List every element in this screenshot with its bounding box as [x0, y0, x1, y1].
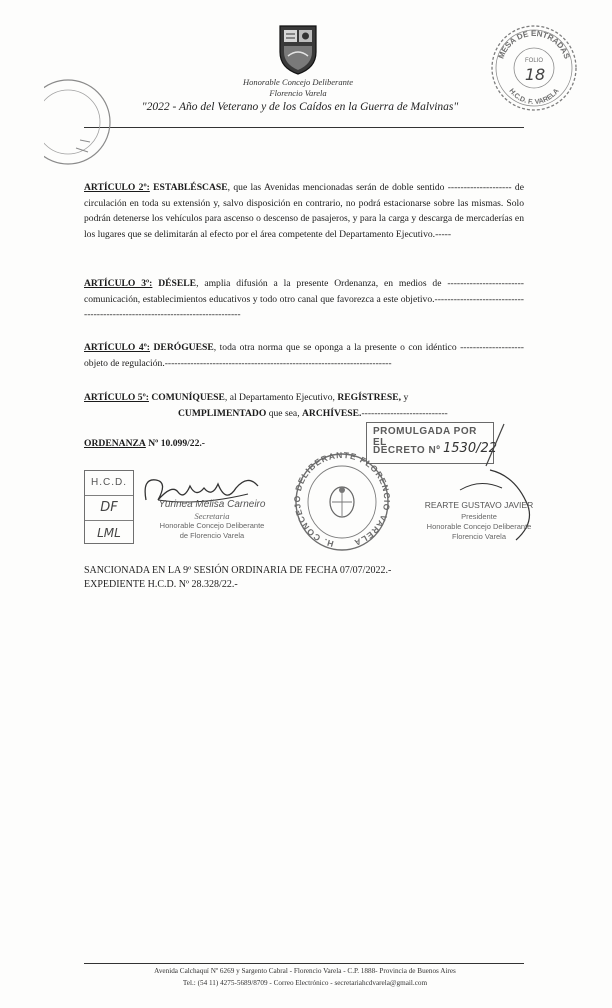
- presidente-institution: Honorable Concejo Deliberante: [426, 522, 532, 531]
- ordenanza-number: [84, 436, 284, 452]
- article-5-keyword: COMUNÍQUESE: [151, 392, 225, 403]
- header-rule: [84, 127, 524, 128]
- article-2-text: , que las Avenidas mencionadas serán de doble sentido -------------------- de circulación en toda su extensión y, salvo disposición en contrario, no podrá estacionarse sobre las mismas. Solo podrán detenerse los vehículos para ascenso o descenso de pasajeros, y para la carga y descarga de mercaderías en los lugares que se delimitarán al efecto por el área competente del Departamento Ejecutivo.-----: [84, 182, 524, 240]
- article-5-keyword-2: REGÍSTRESE,: [337, 392, 402, 403]
- article-4-label: ARTÍCULO 4º:: [84, 342, 151, 353]
- stamp-handwritten-stroke: [480, 420, 510, 468]
- article-3-text: , amplia difusión a la presente Ordenanza, en medios de ------------------------ comunicación, establecimientos educativos y todo otro canal que favorezca a este objetivo.-----------------------------------------------------------------------------: [84, 278, 524, 320]
- promulgada-line-1: PROMULGADA POR EL: [373, 426, 477, 448]
- article-5-text-d: ---------------------------: [361, 408, 448, 419]
- article-5: [84, 390, 524, 406]
- article-2-keyword: ESTABLÉSCASE: [153, 182, 228, 193]
- folio-label: FOLIO: [524, 58, 544, 64]
- article-4: [84, 340, 524, 371]
- article-4-text: , toda otra norma que se oponga a la presente o con idéntico -------------------- objeto de regulación.-----------------------------------------------------------------------: [84, 342, 524, 369]
- mesa-stamp-bottom-text: H.C.D. F. VARELA: [507, 87, 561, 107]
- footer-contact: Tel.: (54 11) 4275-5689/8709 - Correo Electrónico - secretariahcdvarela@gmail.com: [182, 979, 428, 987]
- secretaria-role: Secretaria: [194, 511, 230, 521]
- secretaria-name: Yurinea Melisa Carneiro: [158, 499, 266, 510]
- article-5-text-c: que sea,: [266, 408, 302, 419]
- presidente-name: REARTE GUSTAVO JAVIER: [424, 500, 534, 510]
- promulgada-decree-number: 1530/22: [443, 441, 498, 456]
- ordenanza-label: ORDENANZA: [84, 438, 146, 449]
- ordenanza-value: Nº 10.099/22.-: [148, 438, 205, 449]
- article-3-label: ARTÍCULO 3º:: [84, 278, 153, 289]
- article-5-line-2: [178, 406, 524, 422]
- mesa-stamp-top-text: MESA DE ENTRADAS: [496, 28, 572, 61]
- coat-of-arms-logo: [278, 22, 318, 76]
- institution-line-1: Honorable Concejo Deliberante: [242, 77, 353, 87]
- institution-line-2: Florencio Varela: [269, 88, 327, 98]
- footer-rule: [84, 963, 524, 964]
- article-2-label: ARTÍCULO 2º:: [84, 182, 150, 193]
- promulgada-line-2: DECRETO Nº: [373, 445, 441, 456]
- hcd-box-line-2: DF: [85, 496, 133, 521]
- article-3: [84, 276, 524, 323]
- presidente-city: Florencio Varela: [451, 532, 507, 541]
- sancion-line-2: EXPEDIENTE H.C.D. Nº 28.328/22.-: [84, 579, 238, 590]
- seal-text: H. CONCEJO DELIBERANTE FLORENCIO VARELA: [292, 450, 392, 550]
- article-4-keyword: DERÓGUESE: [153, 342, 214, 353]
- secretaria-institution: Honorable Concejo Deliberante: [159, 521, 265, 530]
- svg-text:H.C.D. F. VARELA: [507, 88, 560, 106]
- hcd-box-line-3: LML: [97, 526, 121, 540]
- motto-line: "2022 - Año del Veterano y de los Caídos en la Guerra de Malvinas": [141, 101, 459, 113]
- footer-address: Avenida Calchaquí Nº 6269 y Sargento Cabral - Florencio Varela - C.P. 1888- Provincia de Buenos Aires: [154, 967, 456, 975]
- article-5-label: ARTÍCULO 5º:: [84, 392, 149, 403]
- article-3-keyword: DÉSELE: [158, 278, 197, 289]
- article-5-keyword-3: CUMPLIMENTADO: [178, 408, 267, 419]
- article-5-keyword-4: ARCHÍVESE.: [302, 408, 362, 419]
- presidente-role: Presidente: [461, 512, 497, 521]
- hcd-box-line-1: H.C.D.: [85, 471, 133, 496]
- secretaria-city: de Florencio Varela: [179, 531, 245, 540]
- sancion-line-1: SANCIONADA EN LA 9º SESIÓN ORDINARIA DE FECHA 07/07/2022.-: [84, 565, 392, 576]
- svg-text:MESA DE ENTRADAS: [497, 29, 572, 61]
- article-5-text-b: y: [401, 392, 409, 403]
- hcd-initials-box: [84, 470, 134, 544]
- article-2: [84, 180, 524, 242]
- partial-stamp-left: [44, 76, 114, 168]
- official-seal: [292, 450, 392, 554]
- article-5-text-a: , al Departamento Ejecutivo,: [224, 392, 338, 403]
- mesa-de-entradas-stamp: [488, 22, 580, 114]
- folio-number: 18: [524, 65, 546, 84]
